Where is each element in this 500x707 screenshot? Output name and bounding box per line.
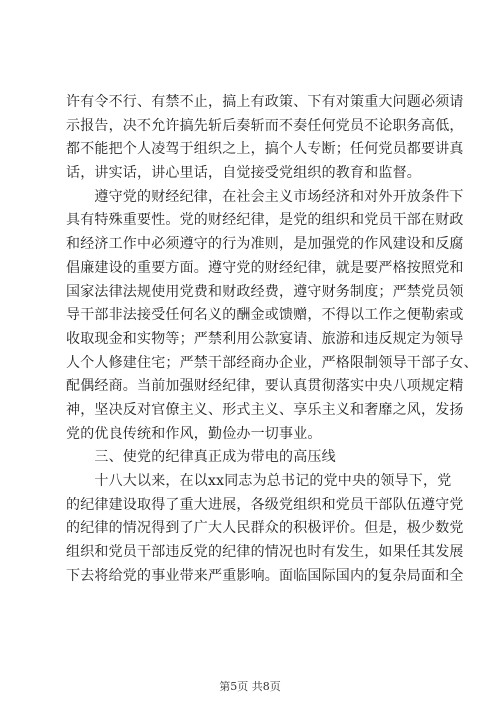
text-line: 话，讲实话，讲心里话，自觉接受党组织的教育和监督。 bbox=[66, 165, 421, 182]
text-line: 示报告，决不允许搞先斩后奏斩而不奏任何党员不论职务高低， bbox=[66, 117, 464, 134]
text-line: 倡廉建设的重要方面。遵守党的财经纪律，就是要严格按照党和 bbox=[66, 259, 464, 276]
text-line: 神，坚决反对官僚主义、形式主义、享乐主义和奢靡之风，发扬 bbox=[66, 401, 464, 418]
text-line: 具有特殊重要性。党的财经纪律，是党的组织和党员干部在财政 bbox=[66, 212, 464, 229]
text-line: 的纪律的情况得到了广大人民群众的积极评价。但是，极少数党 bbox=[66, 520, 464, 537]
text-line: 收取现金和实物等；严禁利用公款宴请、旅游和违反规定为领导 bbox=[66, 330, 464, 347]
text-line: 组织和党员干部违反党的纪律的情况也时有发生，如果任其发展 bbox=[66, 544, 464, 561]
text-line: 党的优良传统和作风，勤俭办一切事业。 bbox=[66, 425, 322, 442]
text-line: 都不能把个人凌驾于组织之上，搞个人专断；任何党员都要讲真 bbox=[66, 141, 464, 158]
text-line: 和经济工作中必须遵守的行为准则，是加强党的作风建设和反腐 bbox=[66, 236, 464, 253]
text-line: 遵守党的财经纪律，在社会主义市场经济和对外开放条件下 bbox=[66, 188, 464, 205]
text-line: 十八大以来，在以xx同志为总书记的党中央的领导下，党 bbox=[66, 473, 452, 489]
text-line: 的纪律建设取得了重大进展，各级党组织和党员干部队伍遵守党 bbox=[66, 496, 464, 513]
text-line: 许有令不行、有禁不止，搞上有政策、下有对策重大问题必须请 bbox=[66, 94, 464, 110]
document-body bbox=[66, 91, 478, 588]
text-line: 下去将给党的事业带来严重影响。面临国际国内的复杂局面和全 bbox=[66, 567, 464, 584]
text-line: 人个人修建住宅；严禁干部经商办企业，严格限制领导干部子女、 bbox=[66, 354, 478, 371]
section-heading: 三、使党的纪律真正成为带电的高压线 bbox=[66, 449, 336, 466]
text-line: 国家法律法规使用党费和财政经费，遵守财务制度；严禁党员领 bbox=[66, 283, 464, 300]
page-number-footer: 第5页 共8页 bbox=[219, 680, 281, 693]
text-line: 配偶经商。当前加强财经纪律，要认真贯彻落实中央八项规定精 bbox=[66, 378, 464, 395]
text-line: 导干部非法接受任何名义的酬金或馈赠，不得以工作之便勒索或 bbox=[66, 307, 464, 324]
